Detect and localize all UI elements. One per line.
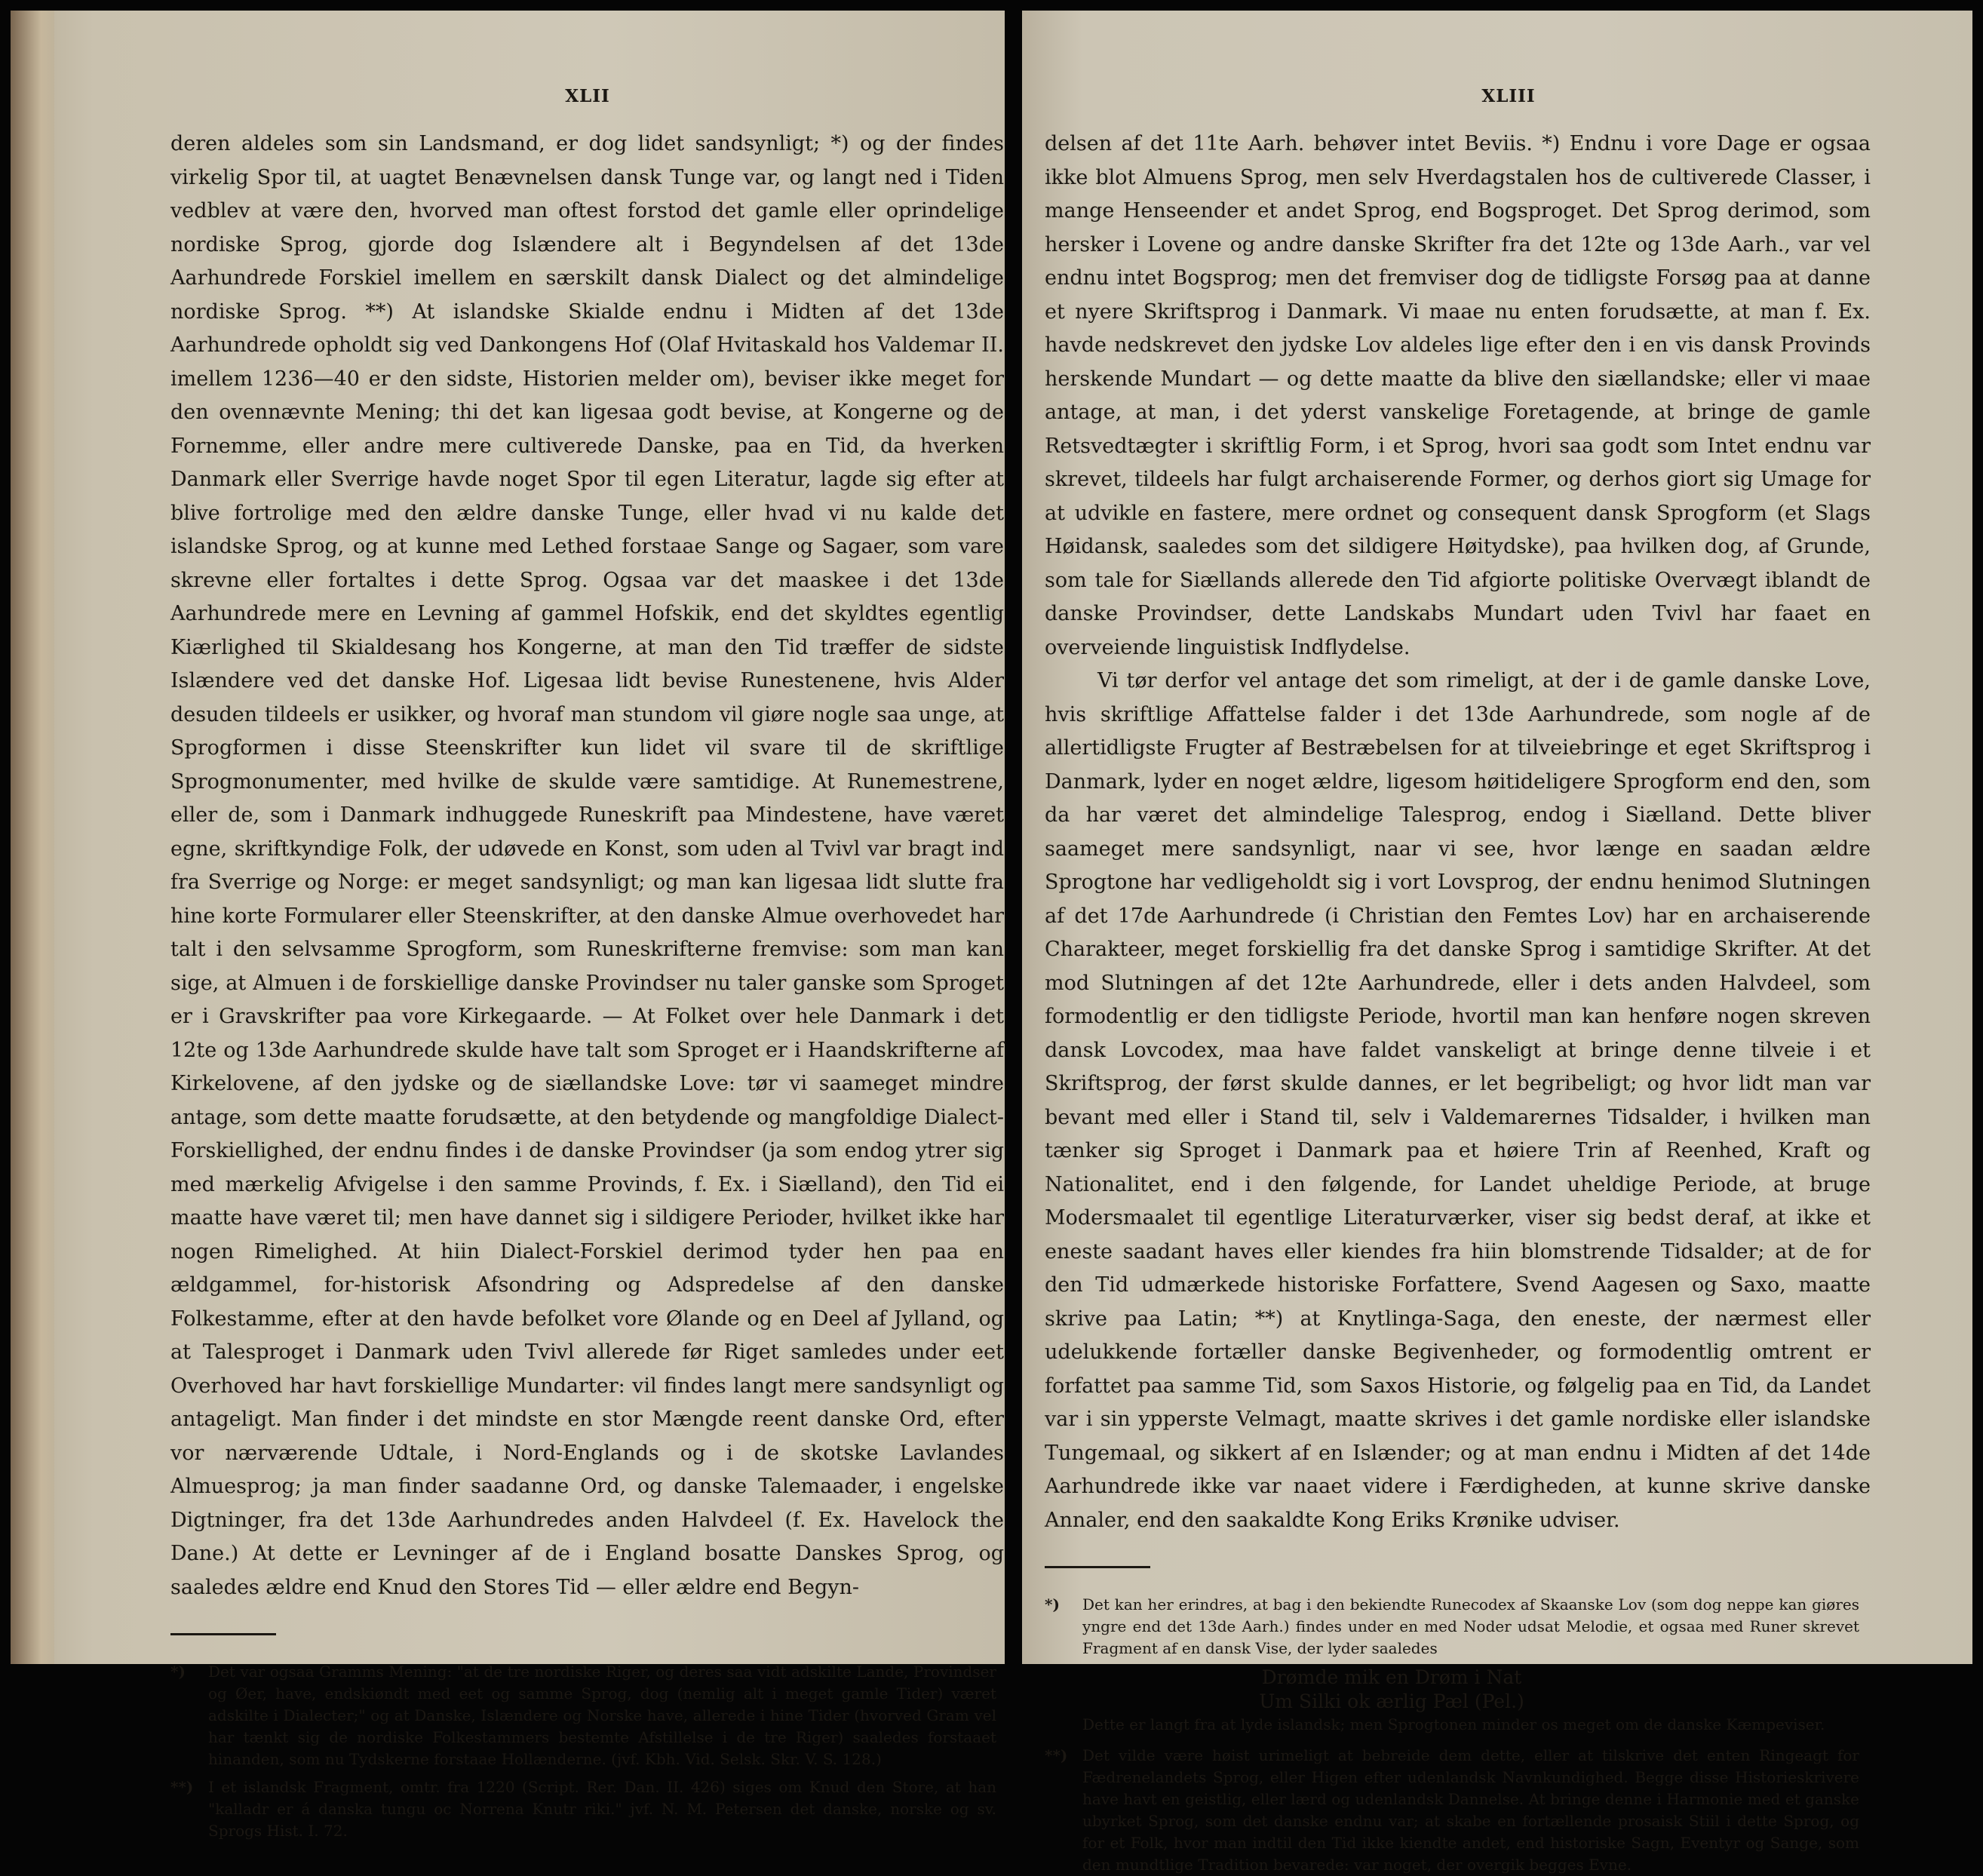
right-paragraph: delsen af det 11te Aarh. behøver intet Beviis. *) Endnu i vore Dage er ogsaa ikke blot Almuens Sprog, men selv Hverdagstalen hos de cultiverede Classer, i mange Henseender et andet Sprog, end Bogsproget. Det Sprog derimod, som hersker i Lovene og andre danske Skrifter fra det 12te og 13de Aarh., var vel endnu intet Bogsprog; men det fremviser dog de tidligste Forsøg paa at danne et nyere Skriftsprog i Danmark. Vi maae nu enten forudsætte, at man f. Ex. havde nedskrevet den jydske Lov aldeles lige efter den i en vis dansk Provinds herskende Mundart — og dette maatte da blive den siællandske; eller vi maae antage, at man, i det yderst vanskelige Foretagende, at bringe de gamle Retsvedtægter i skriftlig Form, i et Sprog, hvori saa godt som Intet endnu var skrevet, tildeels har fulgt archaiserende Former, og derhos giort sig Umage for at udvikle en fastere, mere ordnet og consequent dansk Sprogform (et Slags Høidansk, saaledes som det sildigere Høitydske), paa hvilken dog, af Grunde, som tale for Siællands allerede den Tid afgiorte politiske Overvægt iblandt de danske Provindser, dette Landskabs Mundart uden Tvivl har faaet en overveiende linguistisk Indflydelse. — [1045, 132, 1871, 659]
footnote-continuation: Dette er langt fra at lyde islandsk; men Sprogtonen minder os meget om de danske Kæmpeviser. — [1082, 1715, 1825, 1733]
left-footnotes — [170, 1661, 996, 1842]
footnote — [170, 1661, 996, 1770]
footnote — [170, 1776, 996, 1842]
page-number-right: XLIII — [1481, 86, 1536, 106]
right-main-text — [1045, 127, 1871, 1537]
right-paragraph: Vi tør derfor vel antage det som rimeligt, at der i de gamle danske Love, hvis skriftlige Affattelse falder i det 13de Aarhundrede, som nogle af de allertidligste Frugter af Bestræbelsen for at tilveiebringe et eget Skriftsprog i Danmark, lyder en noget ældre, ligesom høitideligere Sprogform end den, som da har været det almindelige Talesprog, endog i Siælland. Dette bliver saameget mere sandsynligt, naar vi see, hvor længe en saadan ældre Sprogtone har vedligeholdt sig i vort Lovsprog, der endnu henimod Slutningen af det 17de Aarhundrede (i Christian den Femtes Lov) har en archaiserende Charakteer, meget forskiellig fra det danske Sprog i samtidige Skrifter. At det mod Slutningen af det 12te Aarhundrede, eller i dets anden Halvdeel, som formodentlig er den tidligste Periode, hvortil man kan henføre nogen skreven dansk Lovcodex, maa have faldet vanskeligt at bringe denne tilveie i et Skriftsprog, der først skulde dannes, er let begribeligt; og hvor lidt man var bevant med eller i Stand til, selv i Valdemarernes Tidsalder, i hvilken man tænker sig Sproget i Danmark paa et høiere Trin af Reenhed, Kraft og Nationalitet, end i den følgende, for Landet uheldige Periode, at bruge Modersmaalet til egentlige Literaturværker, viser sig bedst deraf, at ikke et eneste saadant haves eller kiendes fra hiin blomstrende Tidsalder; at de for den Tid udmærkede historiske Forfattere, Svend Aagesen og Saxo, maatte skrive paa Latin; **) at Knytlinga-Saga, den eneste, der nærmest eller udelukkende fortæller danske Begivenheder, og formodentlig omtrent er forfattet paa samme Tid, som Saxos Historie, og følgelig paa en Tid, da Landet var i sin ypperste Velmagt, maatte skrives i det gamle nordiske eller islandske Tungemaal, og sikkert af en Islænder; og at man endnu i Midten af det 14de Aarhundrede ikke var naaet videre i Færdigheden, at kunne skrive danske Annaler, end den saakaldte Kong Eriks Krønike udviser. — [1045, 669, 1871, 1532]
footnote — [1045, 1594, 1859, 1660]
footnote-rule — [170, 1633, 276, 1635]
footnote-mark: *) — [1045, 1595, 1060, 1613]
right-page — [1022, 11, 1972, 1874]
footnote — [1045, 1745, 1859, 1876]
left-main-text — [170, 127, 1004, 1604]
footnote-mark: **) — [1045, 1746, 1068, 1764]
footnote-text: Det var ogsaa Gramms Mening: "at de tre nordiske Riger, og deres saa vidt adskilte Lande, Provindser og Øer, have, endskiøndt med eet og samme Sprog, dog (nemlig alt i meget gamle Tider) været adskilte i Dialecter;" og at Danske, Islændere og Norske have, allerede i hine Tider (hvorved Gram vel har tænkt sig de nordiske Folkestammers bestemte Afstillelse i de tre Riger) saaledes forstaaet hinanden, som nu Tydskerne forstaae Hollænderne. (jvf. Kbh. Vid. Selsk. Skr. V. S. 128.) — [208, 1663, 996, 1768]
poem-line: Um Silki ok ærlig Pæl (Pel.) — [1259, 1690, 1524, 1712]
footnote-rule — [1045, 1566, 1150, 1568]
left-paragraph: deren aldeles som sin Landsmand, er dog lidet sandsynligt; *) og der findes virkelig Spor til, at uagtet Benævnelsen dansk Tunge var, og langt ned i Tiden vedblev at være den, hvorved man oftest forstod det gamle eller oprindelige nordiske Sprog, gjorde dog Islændere alt i Begyndelsen af det 13de Aarhundrede Forskiel imellem en særskilt dansk Dialect og det almindelige nordiske Sprog. **) At islandske Skialde endnu i Midten af det 13de Aarhundrede opholdt sig ved Dankongens Hof (Olaf Hvitaskald hos Valdemar II. imellem 1236—40 er den sidste, Historien melder om), beviser ikke meget for den ovennævnte Mening; thi det kan ligesaa godt bevise, at Kongerne og de Fornemme, eller andre mere cultiverede Danske, paa en Tid, da hverken Danmark eller Sverrige havde noget Spor til egen Literatur, lagde sig efter at blive fortrolige med den ældre danske Tunge, eller hvad vi nu kalde det islandske Sprog, og at kunne med Lethed forstaae Sange og Sagaer, som vare skrevne eller fortaltes i dette Sprog. Ogsaa var det maaskee i det 13de Aarhundrede mere en Levning af gammel Hofskik, end det skyldtes egentlig Kiærlighed til Skialdesang hos Kongerne, at man den Tid træffer de sidste Islændere ved det danske Hof. Ligesaa lidt bevise Runestenene, hvis Alder desuden tildeels er usikker, og hvoraf man stundom vil giøre nogle saa unge, at Sprogformen i disse Steenskrifter kun lidet vil svare til de skriftlige Sprogmonumenter, med hvilke de skulde være samtidige. At Runemestrene, eller de, som i Danmark indhuggede Runeskrift paa Mindestene, have været egne, skriftkyndige Folk, der udøvede en Konst, som uden al Tvivl var bragt ind fra Sverrige og Norge: er meget sandsynligt; og man kan ligesaa lidt slutte fra hine korte Formularer eller Steenskrifter, at den danske Almue overhovedet har talt i den selvsamme Sprogform, som Runeskrifterne fremvise: som man kan sige, at Almuen i de forskiellige danske Provindser nu taler ganske som Sproget er i Gravskrifter paa vore Kirkegaarde. — At Folket over hele Danmark i det 12te og 13de Aarhundrede skulde have talt som Sproget er i Haandskrifterne af Kirkelovene, af den jydske og de siællandske Love: tør vi saameget mindre antage, som dette maatte forudsætte, at den betydende og mangfoldige Dialect-Forskiellighed, der endnu findes i de danske Provindser (ja som endog ytrer sig med mærkelig Afvigelse i den samme Provinds, f. Ex. i Siælland), den Tid ei maatte have været til; men have dannet sig i sildigere Perioder, hvilket ikke har nogen Rimelighed. At hiin Dialect-Forskiel derimod tyder hen paa en ældgammel, for-historisk Afsondring og Adspredelse af den danske Folkestamme, efter at den havde befolket vore Ølande og en Deel af Jylland, og at Talesproget i Danmark uden Tvivl allerede før Riget samledes under eet Overhoved har havt forskiellige Mundarter: vil findes langt mere sandsynligt og antageligt. Man finder i det mindste en stor Mængde reent danske Ord, efter vor nærværende Udtale, i Nord-Englands og i de skotske Lavlandes Almuesprog; ja man finder saadanne Ord, og danske Talemaader, i engelske Digtninger, fra det 13de Aarhundredes anden Halvdeel (f. Ex. Havelock the Dane.) At dette er Levninger af de i England bosatte Danskes Sprog, og saaledes ældre end Knud den Stores Tid — eller ældre end Begyn- — [170, 132, 1004, 1599]
footnote-text: Det vilde være høist urimeligt at bebreide dem dette, eller at tilskrive det enten Ringeagt for Fædrenelandets Sprog, eller Higen efter udenlandsk Navnkundighed. Begge disse Historieskrivere have havt en geistlig, eller lærd og udenlandsk Dannelse. At bringe denne i Harmonie med et ganske ubyrket Sprog, som det danske endnu var; at skabe en fortællende prosaisk Stiil i dette Sprog, og for et Folk, hvor man indtil den Tid ikke kiendte andet, end historiske Sagn, Eventyr og Sange, som den mundtlige Tradition bevarede: var noget, der overgik begges Evne. — [1082, 1746, 1859, 1874]
poem-line: Drømde mik en Drøm i Nat — [1261, 1666, 1522, 1688]
footnote-mark: **) — [170, 1778, 194, 1796]
footnote-text: Det kan her erindres, at bag i den bekiendte Runecodex af Skaanske Lov (som dog neppe kan giøres yngre end det 13de Aarh.) findes under en med Noder udsat Melodie, et ogsaa med Runer skrevet Fragment af en dansk Vise, der lyder saaledes — [1082, 1595, 1859, 1657]
page-number-left: XLII — [565, 86, 610, 106]
footnote-text: I et islandsk Fragment, omtr. fra 1220 (Script. Rer. Dan. II. 426) siges om Knud den Store, at han "kalladr er á danska tungu oc Norrena Knutr riki." jvf. N. M. Petersen det danske, norske og sv. Sprogs Hist. I. 72. — [208, 1778, 996, 1840]
right-footnotes — [1045, 1594, 1859, 1876]
footnote-mark: *) — [170, 1663, 186, 1681]
left-page — [11, 11, 1005, 1840]
poem-fragment — [1128, 1666, 1656, 1714]
